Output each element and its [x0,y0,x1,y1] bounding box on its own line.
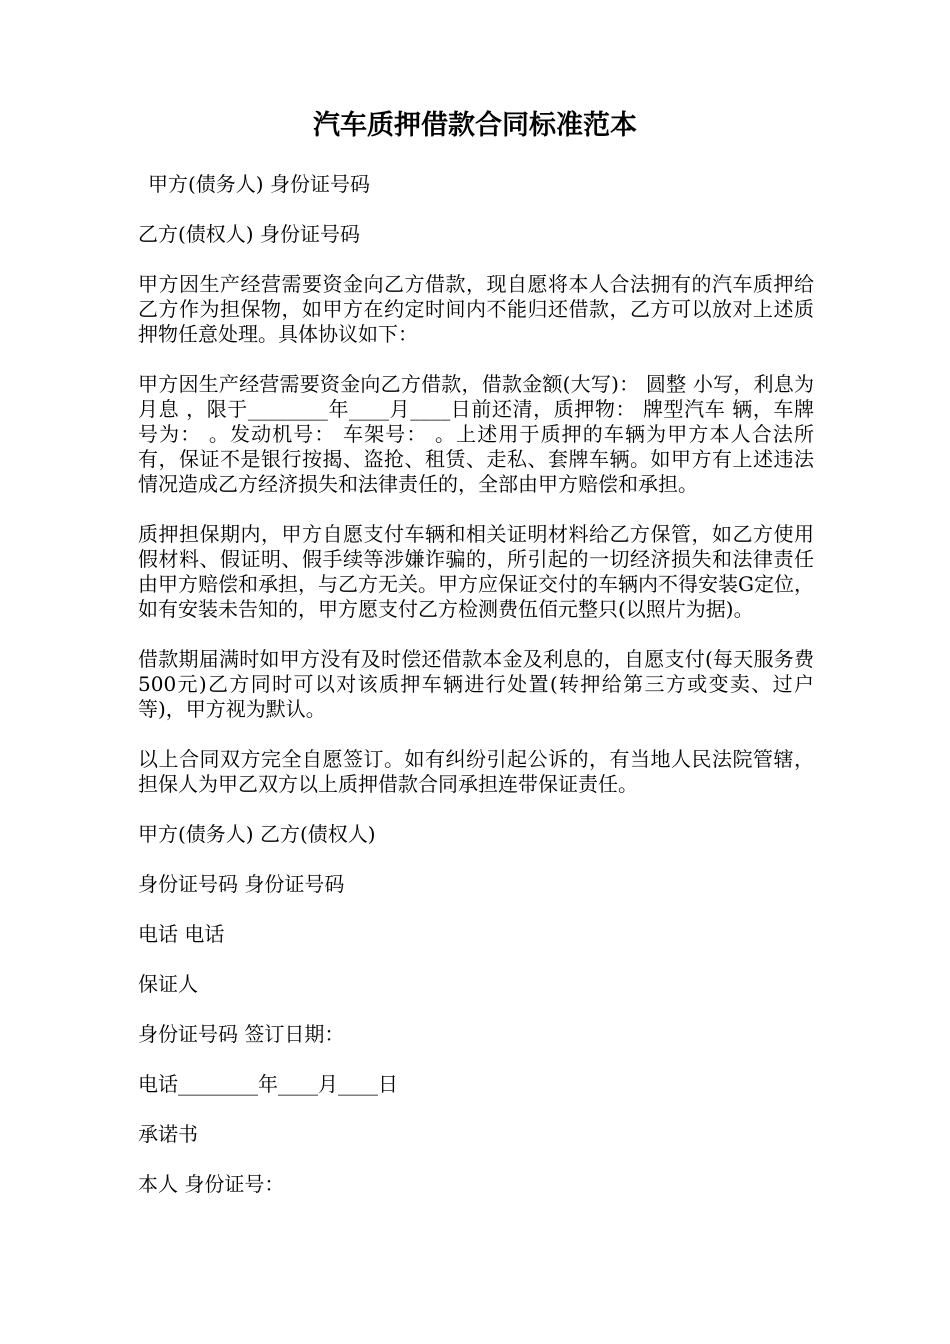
intro-paragraph: 甲方因生产经营需要资金向乙方借款，现自愿将本人合法拥有的汽车质押给乙方作为担保物，如甲方在约定时间内不能归还借款，乙方可以放对上述质押物任意处理。具体协议如下： [138,272,814,346]
dispute-paragraph: 以上合同双方完全自愿签订。如有纠纷引起公诉的，有当地人民法院管辖，担保人为甲乙双方以上质押借款合同承担连带保证责任。 [138,747,814,796]
custody-paragraph: 质押担保期内，甲方自愿支付车辆和相关证明材料给乙方保管，如乙方使用假材料、假证明、假手续等涉嫌诈骗的，所引起的一切经济损失和法律责任由甲方赔偿和承担，与乙方无关。甲方应保证交付的车辆内不得安装G定位，如有安装未告知的，甲方愿支付乙方检测费伍佰元整只(以照片为据)。 [138,522,814,621]
signature-phone-line: 电话 电话 [138,922,225,946]
document-title: 汽车质押借款合同标准范本 [313,110,637,141]
commitment-id-line: 本人 身份证号： [138,1172,285,1196]
guarantor-line: 保证人 [138,972,198,996]
commitment-heading: 承诺书 [138,1122,198,1146]
default-paragraph: 借款期届满时如甲方没有及时偿还借款本金及利息的，自愿支付(每天服务费500元)乙方同时可以对该质押车辆进行处置(转押给第三方或变卖、过户等)，甲方视为默认。 [138,647,814,721]
document-body [138,172,814,1222]
signature-parties-line: 甲方(债务人) 乙方(债权人) [138,822,376,846]
guarantor-phone-date-line: 电话________年____月____日 [138,1072,398,1096]
party-b-id-line: 乙方(债权人) 身份证号码 [138,222,360,246]
signature-id-line: 身份证号码 身份证号码 [138,872,345,896]
guarantor-id-date-line: 身份证号码 签订日期： [138,1022,345,1046]
party-a-id-line: 甲方(债务人) 身份证号码 [148,172,370,196]
loan-terms-paragraph: 甲方因生产经营需要资金向乙方借款，借款金额(大写)： 圆整 小写，利息为月息 ，限于________年____月____日前还清，质押物： 牌型汽车 辆，车牌号为： 。发动机号： 车架号： 。上述用于质押的车辆为甲方本人合法所有，保证不是银行按揭、盗抢、租赁、走私、套牌车辆。如甲方有上述违法情况造成乙方经济损失和法律责任的，全部由甲方赔偿和承担。 [138,372,814,496]
